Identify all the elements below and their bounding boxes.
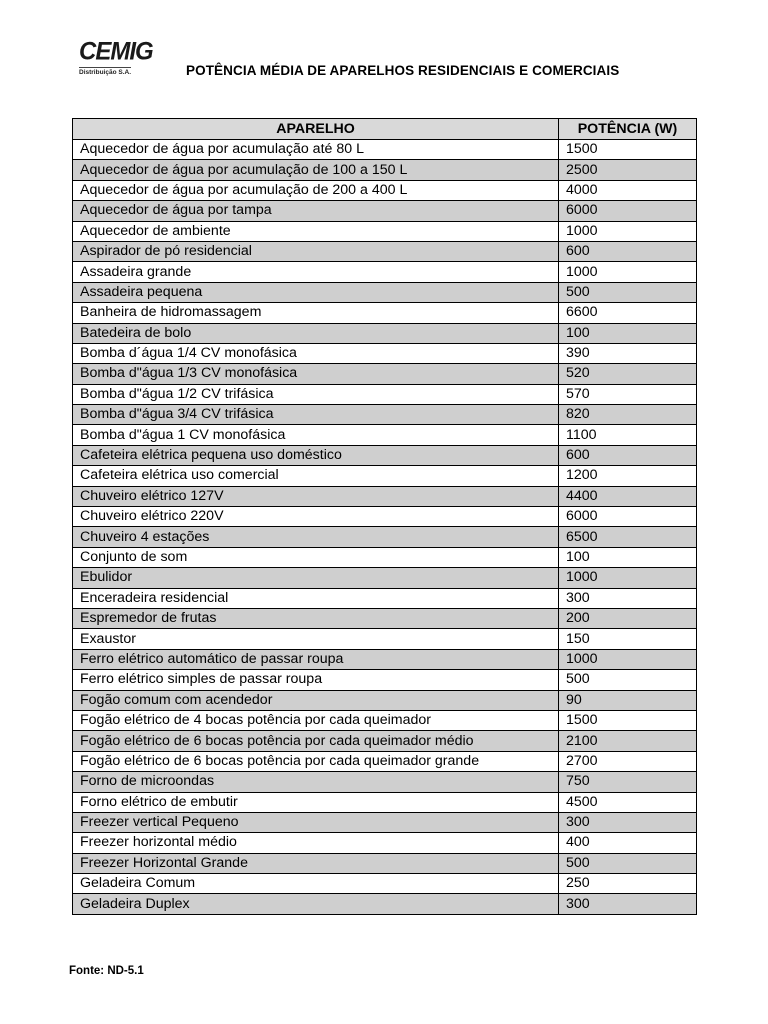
cell-aparelho: Freezer horizontal médio: [73, 833, 559, 853]
table-row: [73, 894, 697, 914]
table-row: [73, 384, 697, 404]
cell-potencia: 300: [559, 812, 697, 832]
table-row: [73, 364, 697, 384]
cell-aparelho: Bomba d"água 1 CV monofásica: [73, 425, 559, 445]
cell-potencia: 1500: [559, 140, 697, 160]
cell-aparelho: Fogão elétrico de 6 bocas potência por cada queimador grande: [73, 751, 559, 771]
table-row: [73, 262, 697, 282]
table-row: [73, 303, 697, 323]
table-row: [73, 466, 697, 486]
table-row: [73, 507, 697, 527]
cell-potencia: 100: [559, 323, 697, 343]
cell-aparelho: Aquecedor de água por acumulação de 200 a 400 L: [73, 180, 559, 200]
table-row: [73, 649, 697, 669]
cell-potencia: 6000: [559, 507, 697, 527]
table-row: [73, 221, 697, 241]
cell-potencia: 2700: [559, 751, 697, 771]
cell-potencia: 1000: [559, 649, 697, 669]
cell-aparelho: Cafeteira elétrica uso comercial: [73, 466, 559, 486]
table-header-row: [73, 119, 697, 140]
cell-potencia: 250: [559, 874, 697, 894]
table-row: [73, 486, 697, 506]
cell-potencia: 100: [559, 547, 697, 567]
cell-aparelho: Assadeira pequena: [73, 282, 559, 302]
cell-aparelho: Bomba d"água 1/2 CV trifásica: [73, 384, 559, 404]
table-row: [73, 445, 697, 465]
cell-potencia: 6500: [559, 527, 697, 547]
cell-aparelho: Chuveiro elétrico 220V: [73, 507, 559, 527]
cell-potencia: 500: [559, 670, 697, 690]
cell-aparelho: Aquecedor de água por acumulação de 100 a 150 L: [73, 160, 559, 180]
cell-aparelho: Geladeira Duplex: [73, 894, 559, 914]
cell-aparelho: Aquecedor de ambiente: [73, 221, 559, 241]
cell-aparelho: Conjunto de som: [73, 547, 559, 567]
cell-potencia: 500: [559, 282, 697, 302]
cell-aparelho: Banheira de hidromassagem: [73, 303, 559, 323]
cell-potencia: 400: [559, 833, 697, 853]
cell-aparelho: Enceradeira residencial: [73, 588, 559, 608]
table-row: [73, 874, 697, 894]
cell-aparelho: Cafeteira elétrica pequena uso doméstico: [73, 445, 559, 465]
cell-potencia: 500: [559, 853, 697, 873]
logo-subtitle: Distribuição S.A.: [79, 69, 132, 76]
cell-aparelho: Assadeira grande: [73, 262, 559, 282]
cell-aparelho: Batedeira de bolo: [73, 323, 559, 343]
table-row: [73, 547, 697, 567]
cell-aparelho: Chuveiro elétrico 127V: [73, 486, 559, 506]
logo-wordmark: CEMIG: [79, 37, 153, 66]
cell-potencia: 1000: [559, 568, 697, 588]
cell-potencia: 750: [559, 772, 697, 792]
cell-aparelho: Fogão elétrico de 4 bocas potência por cada queimador: [73, 710, 559, 730]
cell-aparelho: Espremedor de frutas: [73, 608, 559, 628]
table-row: [73, 405, 697, 425]
cell-potencia: 150: [559, 629, 697, 649]
cell-aparelho: Fogão elétrico de 6 bocas potência por cada queimador médio: [73, 731, 559, 751]
cell-potencia: 300: [559, 588, 697, 608]
cell-aparelho: Forno elétrico de embutir: [73, 792, 559, 812]
cell-potencia: 1000: [559, 262, 697, 282]
cell-potencia: 4400: [559, 486, 697, 506]
source-note: Fonte: ND-5.1: [69, 965, 144, 977]
cemig-logo: [79, 37, 161, 80]
cell-potencia: 1000: [559, 221, 697, 241]
cell-aparelho: Bomba d"água 1/3 CV monofásica: [73, 364, 559, 384]
column-header-potencia: POTÊNCIA (W): [559, 119, 697, 140]
cell-potencia: 600: [559, 445, 697, 465]
table-row: [73, 629, 697, 649]
cell-potencia: 6000: [559, 201, 697, 221]
cell-aparelho: Chuveiro 4 estações: [73, 527, 559, 547]
cell-potencia: 4500: [559, 792, 697, 812]
cell-potencia: 1500: [559, 710, 697, 730]
cell-potencia: 2500: [559, 160, 697, 180]
cell-aparelho: Bomba d´água 1/4 CV monofásica: [73, 343, 559, 363]
cell-potencia: 90: [559, 690, 697, 710]
table-row: [73, 731, 697, 751]
cell-aparelho: Ebulidor: [73, 568, 559, 588]
table-row: [73, 323, 697, 343]
table-row: [73, 180, 697, 200]
table-row: [73, 833, 697, 853]
table-row: [73, 588, 697, 608]
table-row: [73, 690, 697, 710]
cell-aparelho: Freezer vertical Pequeno: [73, 812, 559, 832]
table-row: [73, 241, 697, 261]
cell-potencia: 300: [559, 894, 697, 914]
table-row: [73, 201, 697, 221]
cell-potencia: 200: [559, 608, 697, 628]
cell-aparelho: Bomba d"água 3/4 CV trifásica: [73, 405, 559, 425]
cell-aparelho: Geladeira Comum: [73, 874, 559, 894]
page-title: POTÊNCIA MÉDIA DE APARELHOS RESIDENCIAIS E COMERCIAIS: [186, 63, 620, 78]
table-row: [73, 772, 697, 792]
cell-aparelho: Exaustor: [73, 629, 559, 649]
table-body: [73, 140, 697, 915]
cell-potencia: 570: [559, 384, 697, 404]
table-row: [73, 568, 697, 588]
table-row: [73, 608, 697, 628]
table-row: [73, 343, 697, 363]
cell-aparelho: Aquecedor de água por tampa: [73, 201, 559, 221]
table-row: [73, 527, 697, 547]
cell-aparelho: Aspirador de pó residencial: [73, 241, 559, 261]
cell-potencia: 520: [559, 364, 697, 384]
power-table: [72, 118, 697, 915]
cell-aparelho: Freezer Horizontal Grande: [73, 853, 559, 873]
table-row: [73, 812, 697, 832]
table-row: [73, 792, 697, 812]
cell-potencia: 820: [559, 405, 697, 425]
table-row: [73, 710, 697, 730]
table-row: [73, 160, 697, 180]
table-row: [73, 670, 697, 690]
cell-aparelho: Aquecedor de água por acumulação até 80 L: [73, 140, 559, 160]
cell-potencia: 1100: [559, 425, 697, 445]
column-header-aparelho: APARELHO: [73, 119, 559, 140]
table-row: [73, 425, 697, 445]
cell-potencia: 2100: [559, 731, 697, 751]
cell-potencia: 4000: [559, 180, 697, 200]
cell-potencia: 1200: [559, 466, 697, 486]
cell-potencia: 600: [559, 241, 697, 261]
table-row: [73, 751, 697, 771]
table-row: [73, 853, 697, 873]
cell-aparelho: Ferro elétrico simples de passar roupa: [73, 670, 559, 690]
table-row: [73, 140, 697, 160]
table-row: [73, 282, 697, 302]
cell-potencia: 6600: [559, 303, 697, 323]
cell-aparelho: Fogão comum com acendedor: [73, 690, 559, 710]
cell-aparelho: Ferro elétrico automático de passar roupa: [73, 649, 559, 669]
cell-aparelho: Forno de microondas: [73, 772, 559, 792]
cell-potencia: 390: [559, 343, 697, 363]
